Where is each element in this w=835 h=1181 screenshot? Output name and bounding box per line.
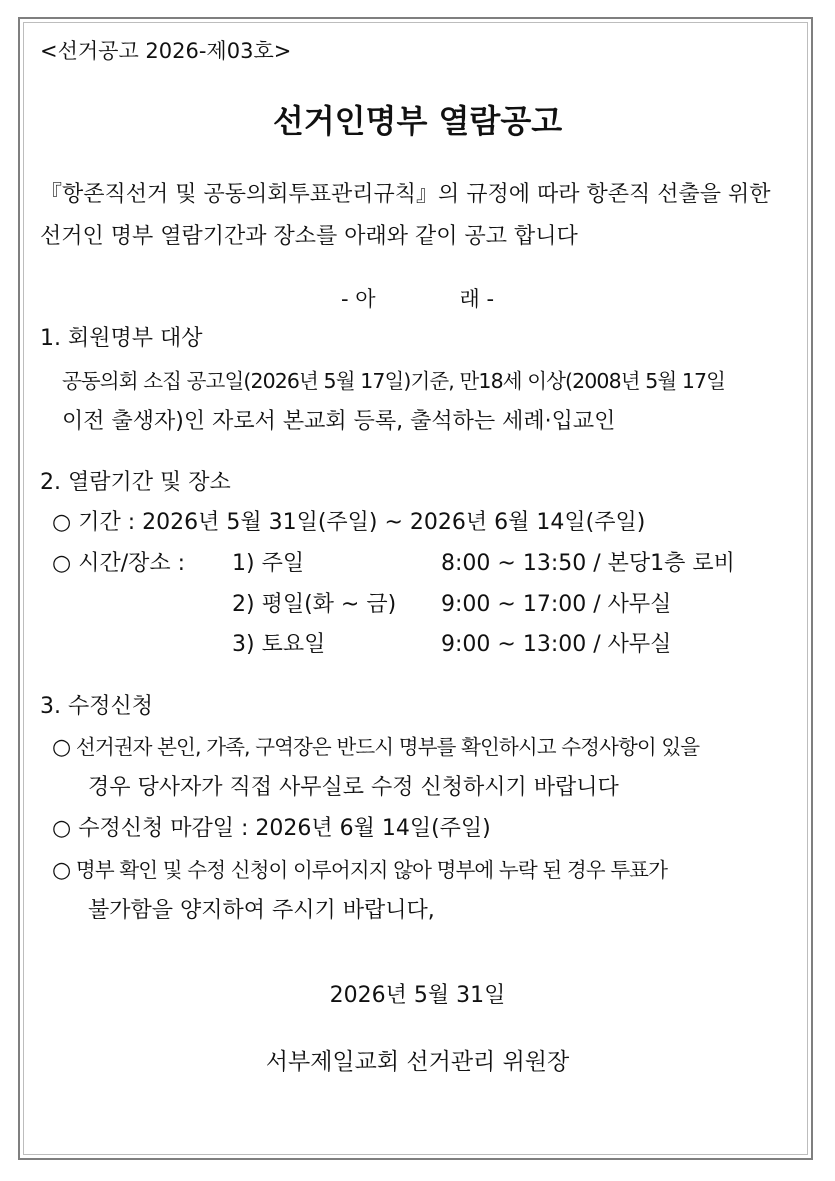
correction-item-text: 수정신청 마감일 : 2026년 6월 14일(주일) bbox=[78, 816, 491, 841]
circle-bullet-icon: ○ bbox=[52, 551, 72, 576]
period-text: 기간 : 2026년 5월 31일(주일) ~ 2026년 6월 14일(주일) bbox=[78, 510, 646, 535]
correction-item-3-line-1 bbox=[52, 857, 667, 884]
schedule-time-place: 8:00 ~ 13:50 / 본당1층 로비 bbox=[441, 551, 735, 576]
correction-item-text: 명부 확인 및 수정 신청이 이루어지지 않아 명부에 누락 된 경우 투표가 bbox=[75, 858, 667, 882]
circle-bullet-icon: ○ bbox=[52, 510, 72, 535]
correction-item-3-line-2: 불가함을 양지하여 주시기 바랍니다, bbox=[88, 898, 435, 923]
correction-item-text: 선거권자 본인, 가족, 구역장은 반드시 명부를 확인하시고 수정사항이 있을 bbox=[75, 735, 700, 759]
section1-heading: 1. 회원명부 대상 bbox=[40, 326, 203, 351]
schedule-day: 2) 평일(화 ~ 금) bbox=[232, 592, 397, 617]
below-marker bbox=[0, 286, 835, 312]
correction-item-1-line-1 bbox=[52, 734, 699, 761]
schedule-time-place: 9:00 ~ 13:00 / 사무실 bbox=[441, 632, 672, 657]
section2-heading: 2. 열람기간 및 장소 bbox=[40, 470, 231, 495]
circle-bullet-icon: ○ bbox=[52, 735, 71, 760]
schedule-label: 시간/장소 : bbox=[78, 551, 186, 576]
schedule-day: 1) 주일 bbox=[232, 551, 305, 576]
notice-number: <선거공고 2026-제03호> bbox=[40, 39, 292, 63]
signer: 서부제일교회 선거관리 위원장 bbox=[265, 1049, 570, 1075]
schedule-row-1 bbox=[52, 551, 812, 577]
below-marker-right: 래 - bbox=[459, 287, 495, 311]
intro-line-2: 선거인 명부 열람기간과 장소를 아래와 같이 공고 합니다 bbox=[40, 224, 578, 249]
notice-date: 2026년 5월 31일 bbox=[329, 983, 506, 1008]
schedule-day: 3) 토요일 bbox=[232, 632, 326, 657]
correction-item-2 bbox=[52, 816, 491, 842]
circle-bullet-icon: ○ bbox=[52, 816, 72, 841]
schedule-time-place: 9:00 ~ 17:00 / 사무실 bbox=[441, 592, 672, 617]
period-row bbox=[52, 510, 645, 536]
circle-bullet-icon: ○ bbox=[52, 858, 71, 883]
section1-line-2: 이전 출생자)인 자로서 본교회 등록, 출석하는 세례·입교인 bbox=[62, 409, 616, 434]
intro-line-1: 『항존직선거 및 공동의회투표관리규칙』의 규정에 따라 항존직 선출을 위한 bbox=[40, 182, 771, 207]
correction-item-1-line-2: 경우 당사자가 직접 사무실로 수정 신청하시기 바랍니다 bbox=[88, 775, 619, 800]
document-title: 선거인명부 열람공고 bbox=[272, 102, 563, 140]
section1-line-1: 공동의회 소집 공고일(2026년 5월 17일)기준, 만18세 이상(2008년 5월 17일 bbox=[62, 369, 726, 393]
below-marker-left: - 아 bbox=[340, 287, 376, 311]
section3-heading: 3. 수정신청 bbox=[40, 694, 153, 719]
